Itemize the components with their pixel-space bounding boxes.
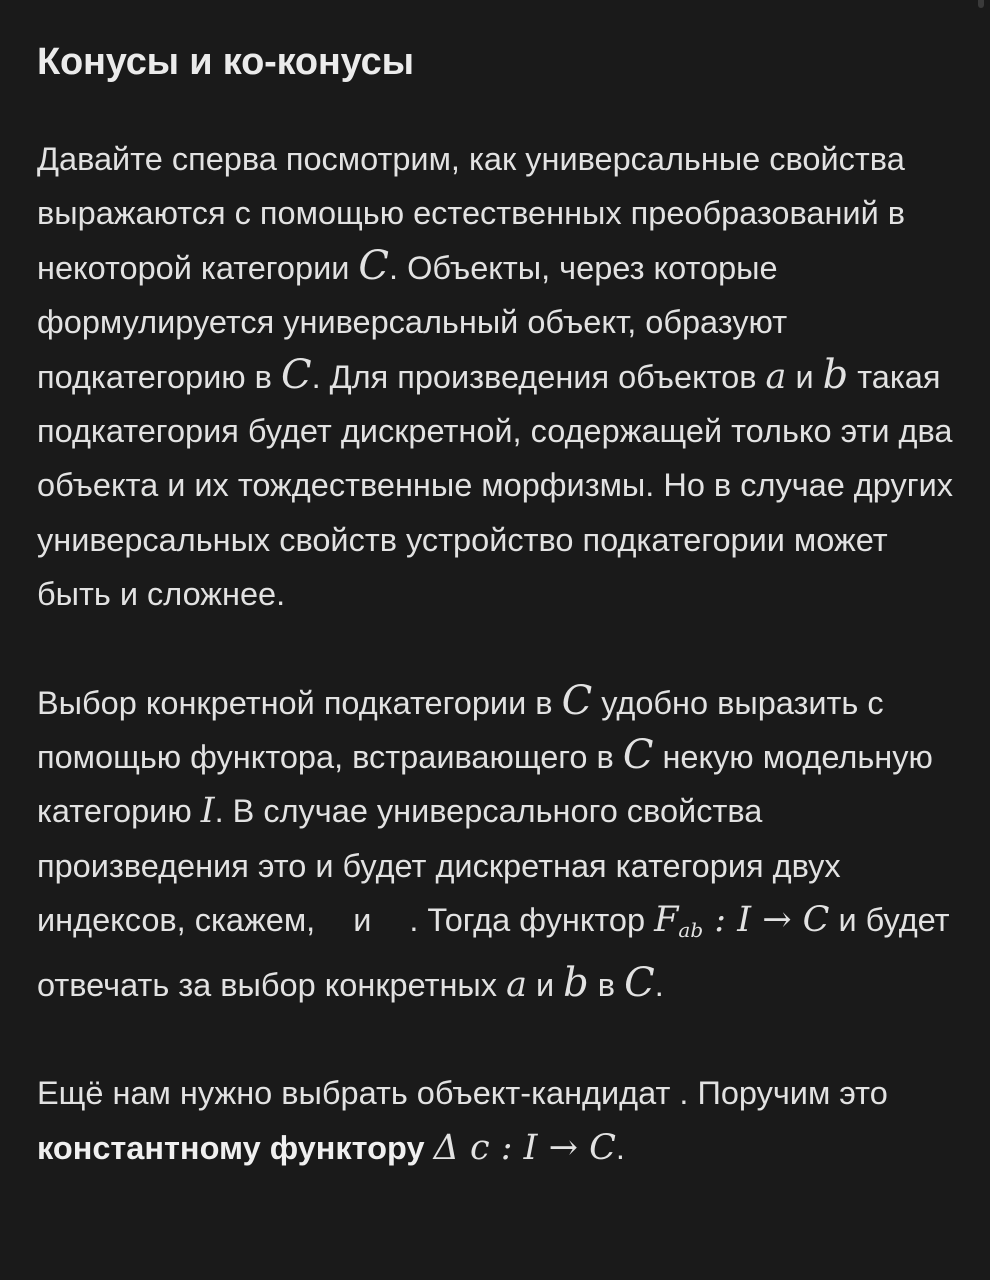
article — [37, 36, 962, 1175]
scrollbar-thumb[interactable] — [978, 0, 984, 8]
p1-text-3: . Для произведения объектов — [311, 358, 766, 395]
p2-text-4: . В случае универсального свойства произведения это и будет дискретная категория двух индексов, скажем, — [37, 793, 841, 939]
paragraph-2 — [37, 676, 962, 1012]
p2-text-10: . — [654, 966, 664, 1003]
paragraph-3 — [37, 1066, 962, 1175]
p2-text-9: в — [588, 966, 625, 1003]
p3-text-1: Ещё нам нужно выбрать объект-кандидат . Поручим это — [37, 1075, 888, 1112]
math-object-a: a — [765, 356, 787, 397]
p2-text-5: и — [353, 902, 372, 939]
bold-term: константному функтору — [37, 1129, 425, 1166]
math-object-b: b — [822, 351, 849, 398]
math-category-c: C — [358, 242, 390, 289]
paragraph-1 — [37, 132, 962, 622]
p2-text-1: Выбор конкретной подкатегории в — [37, 684, 562, 721]
p1-text-4: и — [786, 358, 823, 395]
math-object-b: b — [563, 959, 589, 1006]
p1-text-2: . Объекты, через которые формулируется универсальный объект, образуют подкатегорию в — [37, 249, 788, 395]
p2-text-3: некую модельную категорию — [37, 739, 933, 830]
math-object-a: a — [506, 964, 527, 1005]
p3-text-2: . — [615, 1129, 625, 1166]
math-constant-functor: Δ c : I → C — [433, 1127, 616, 1168]
p2-text-8: и — [526, 966, 564, 1003]
math-category-i: I — [200, 791, 215, 832]
p2-text-7: и будет отвечать за выбор конкретных — [37, 902, 950, 1003]
math-category-c: C — [622, 732, 654, 779]
p1-text-5: такая подкатегория будет дискретной, содержащей только эти два объекта и их тождественные морфизмы. Но в случае других универсальных свойств устройство подкатегории может быть и сложнее. — [37, 358, 953, 613]
math-category-c: C — [624, 959, 655, 1006]
math-category-c: C — [280, 351, 312, 398]
p2-text-6: . Тогда функтор — [409, 902, 655, 939]
math-functor-f: $F_{ab}$ : I → C — [654, 900, 830, 943]
section-heading: Конусы и ко-конусы — [37, 41, 414, 83]
math-category-c: C — [561, 677, 593, 724]
p2-text-2: удобно выразить с помощью функтора, встраивающего в — [37, 684, 884, 776]
p1-text-1: Давайте сперва посмотрим, как универсальные свойства выражаются с помощью естественных преобразований в некоторой категории — [37, 141, 906, 286]
